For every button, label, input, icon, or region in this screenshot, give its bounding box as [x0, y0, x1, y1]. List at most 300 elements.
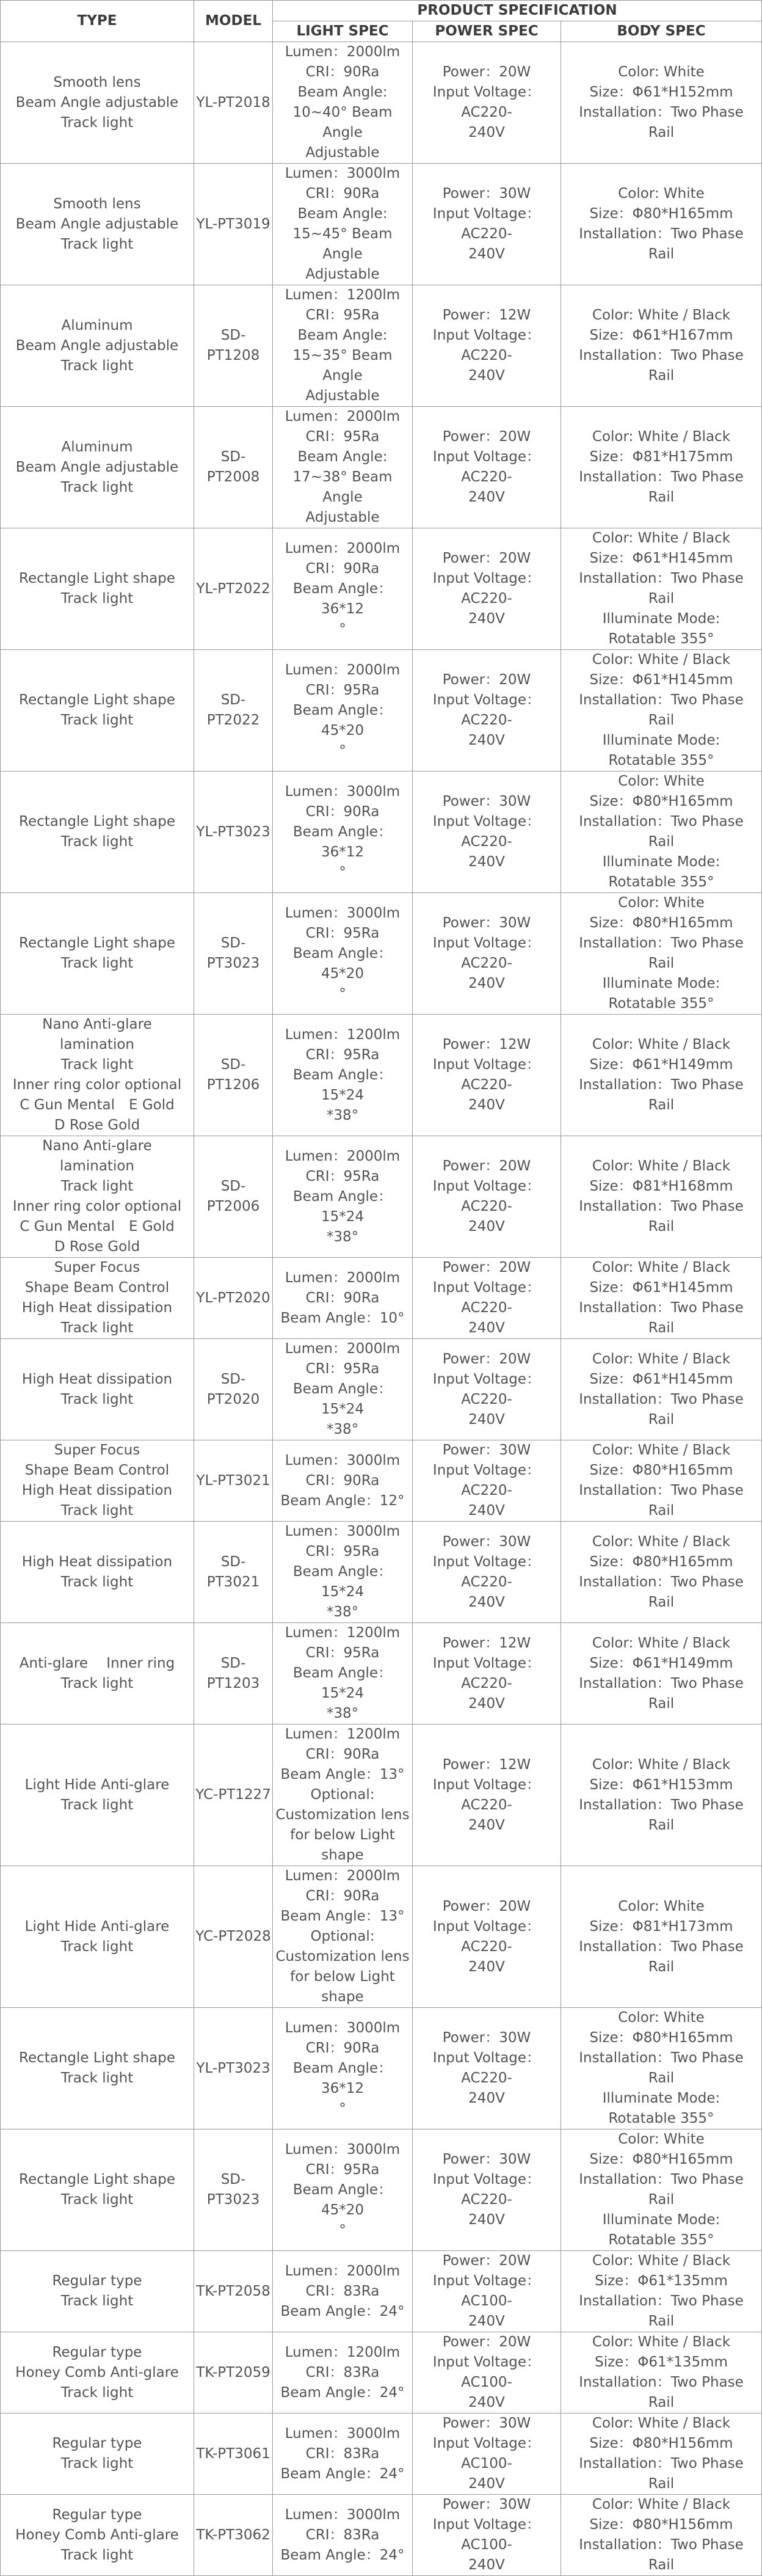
light-spec-cell-line: Lumen：1200lm: [285, 287, 401, 303]
type-cell-line: C Gun Mental E Gold: [20, 1097, 175, 1113]
body-spec-cell: [561, 2129, 762, 2251]
type-cell: [1, 893, 194, 1015]
power-spec-cell-line: Power：20W: [442, 1158, 531, 1174]
light-spec-cell: [273, 2008, 413, 2129]
model-cell: SD-PT1206: [194, 1015, 273, 1136]
type-cell-line: C Gun Mental E Gold: [20, 1219, 175, 1235]
body-spec-cell-line: Rail: [648, 1097, 675, 1113]
power-spec-cell-line: 240V: [468, 2557, 505, 2573]
light-spec-cell: [273, 2495, 413, 2576]
light-spec-cell-line: °: [339, 621, 346, 637]
type-cell-line: Smooth lens: [53, 195, 141, 212]
table-row: [1, 893, 762, 1015]
power-spec-cell-line: 240V: [468, 2212, 505, 2228]
type-cell-line: Track light: [60, 1391, 134, 1407]
body-spec-cell-line: Rail: [648, 1958, 675, 1975]
body-spec-cell-line: Installation：Two Phase: [579, 469, 744, 485]
body-spec-cell-line: Color: White / Black: [592, 1351, 731, 1367]
light-spec-cell-line: Beam Angle：36*12: [292, 580, 393, 617]
body-spec-cell-line: Color: White / Black: [592, 1756, 731, 1773]
body-spec-cell-line: Rotatable 355°: [608, 2111, 714, 2126]
light-spec-cell-line: 10~40° Beam Angle: [292, 104, 393, 140]
body-spec-cell-line: Color: White / Black: [592, 1533, 731, 1550]
power-spec-cell-line: 240V: [468, 368, 505, 384]
type-cell-line: Track light: [60, 834, 134, 850]
body-spec-cell-line: Color: White / Black: [592, 2334, 731, 2350]
type-cell-line: Rectangle Light shape: [19, 571, 175, 586]
light-spec-cell-line: Optional:: [310, 1787, 375, 1803]
power-spec-cell: [413, 1136, 561, 1258]
body-spec-cell-line: Color: White / Black: [592, 307, 731, 323]
light-spec-cell-line: Beam Angle：36*12: [292, 2060, 393, 2096]
body-spec-cell-line: Installation：Two Phase: [579, 571, 744, 586]
type-cell: [1, 1258, 194, 1339]
power-spec-cell-line: Power：20W: [442, 2253, 531, 2269]
light-spec-cell-line: Lumen：3000lm: [285, 783, 401, 800]
body-spec-cell: [561, 2332, 762, 2414]
light-spec-cell: [273, 2414, 413, 2495]
type-cell-line: Beam Angle adjustable: [15, 94, 179, 111]
type-cell-line: Rectangle Light shape: [19, 692, 175, 708]
light-spec-cell: [273, 285, 413, 407]
type-cell-line: lamination: [59, 1158, 134, 1174]
body-spec-cell-line: Rail: [648, 1695, 675, 1712]
body-spec-cell-line: Color: White: [618, 2131, 705, 2147]
power-spec-cell-line: 240V: [468, 1594, 505, 1610]
table-row: [1, 2008, 762, 2129]
type-cell-line: Track light: [60, 1797, 134, 1813]
light-spec-cell-line: CRI：83Ra: [305, 2364, 380, 2381]
light-spec-cell-line: Optional:: [310, 1928, 375, 1944]
body-spec-cell-line: Color: White / Black: [592, 2415, 731, 2431]
body-spec-cell-line: Size：Φ81*H168mm: [589, 1178, 733, 1194]
body-spec-cell-line: Installation：Two Phase: [579, 1483, 744, 1498]
power-spec-cell: [413, 42, 561, 164]
light-spec-cell-line: Lumen：3000lm: [285, 2020, 401, 2036]
power-spec-cell-line: Input Voltage：AC220-: [432, 327, 541, 363]
body-spec-cell: [561, 1724, 762, 1866]
type-cell: [1, 2251, 194, 2332]
body-spec-cell-line: Size：Φ61*H167mm: [589, 327, 733, 343]
model-cell: TK-PT3061: [194, 2414, 273, 2495]
light-spec-cell-line: Beam Angle：45*20: [292, 702, 393, 739]
type-cell-line: Inner ring color optional: [12, 1199, 182, 1214]
light-spec-cell-line: shape: [321, 1989, 364, 2005]
model-cell: YL-PT3021: [194, 1440, 273, 1522]
power-spec-cell-line: Input Voltage：AC220-: [432, 1462, 541, 1498]
light-spec-cell-line: Beam Angle:: [297, 84, 388, 100]
light-spec-cell-line: *38°: [326, 1604, 359, 1620]
body-spec-cell: [561, 1136, 762, 1258]
light-spec-cell: [273, 1258, 413, 1339]
light-spec-cell-line: Lumen：3000lm: [285, 2141, 401, 2158]
light-spec-cell-line: CRI：95Ra: [305, 429, 380, 445]
light-spec-cell-line: *38°: [326, 1228, 359, 1245]
model-cell: TK-PT2059: [194, 2332, 273, 2414]
type-cell: [1, 1440, 194, 1522]
type-cell-line: Honey Comb Anti-glare: [15, 2364, 179, 2381]
body-spec-cell-line: Size：Φ80*H165mm: [589, 206, 733, 222]
table-row: [1, 1522, 762, 1623]
light-spec-cell-line: Lumen：3000lm: [285, 166, 401, 181]
power-spec-cell-line: Input Voltage：AC220-: [432, 1918, 541, 1955]
table-row: [1, 528, 762, 650]
power-spec-cell-line: Power：12W: [442, 1037, 531, 1053]
light-spec-cell: [273, 1724, 413, 1866]
type-cell: [1, 772, 194, 893]
body-spec-cell: [561, 893, 762, 1015]
power-spec-cell-line: Power：30W: [442, 1533, 531, 1550]
type-cell-line: Smooth lens: [53, 74, 141, 90]
light-spec-cell: [273, 1623, 413, 1724]
light-spec-cell: [273, 164, 413, 285]
table-row: [1, 1440, 762, 1522]
type-cell-line: Track light: [60, 1178, 134, 1194]
light-spec-cell-line: 15~35° Beam Angle: [292, 348, 393, 384]
body-spec-cell: [561, 407, 762, 528]
body-spec-cell: [561, 2251, 762, 2332]
power-spec-cell-line: Power：30W: [442, 794, 531, 809]
table-row: [1, 2251, 762, 2332]
light-spec-cell-line: Beam Angle:: [297, 449, 388, 465]
body-spec-cell-line: Size：Φ80*H165mm: [589, 915, 733, 931]
table-row: [1, 1623, 762, 1724]
table-row: [1, 1724, 762, 1866]
header-body-spec: BODY SPEC: [561, 21, 762, 42]
power-spec-cell-line: Input Voltage：AC220-: [432, 1178, 541, 1214]
body-spec-cell-line: Illuminate Mode:: [602, 732, 720, 748]
header-power-spec: POWER SPEC: [413, 21, 561, 42]
body-spec-cell-line: Rail: [648, 712, 675, 728]
model-cell: YL-PT2022: [194, 528, 273, 650]
power-spec-cell-line: Input Voltage：AC220-: [432, 1655, 541, 1691]
type-cell-line: Light Hide Anti-glare: [24, 1776, 170, 1793]
power-spec-cell-line: 240V: [468, 1817, 505, 1833]
model-cell: SD-PT2022: [194, 650, 273, 772]
light-spec-cell-line: Lumen：3000lm: [285, 2425, 401, 2442]
model-cell: YL-PT2018: [194, 42, 273, 164]
power-spec-cell-line: Power：12W: [442, 307, 531, 323]
body-spec-cell-line: Rail: [648, 2557, 675, 2573]
light-spec-cell-line: Beam Angle：24°: [280, 2384, 405, 2401]
model-cell: TK-PT3062: [194, 2495, 273, 2576]
power-spec-cell: [413, 2495, 561, 2576]
body-spec-cell: [561, 1866, 762, 2008]
power-spec-cell-line: Power：30W: [442, 2415, 531, 2431]
table-row: [1, 1015, 762, 1136]
power-spec-cell: [413, 528, 561, 650]
body-spec-cell-line: Rail: [648, 1411, 675, 1428]
body-spec-cell-line: Rotatable 355°: [608, 631, 714, 647]
power-spec-cell-line: Power：20W: [442, 64, 531, 80]
power-spec-cell-line: 240V: [468, 1097, 505, 1113]
power-spec-cell: [413, 1258, 561, 1339]
type-cell-line: Track light: [60, 479, 134, 495]
body-spec-cell-line: Size：Φ81*H173mm: [589, 1918, 733, 1935]
light-spec-cell-line: CRI：90Ra: [305, 2040, 380, 2056]
type-cell-line: Super Focus: [54, 1442, 140, 1458]
body-spec-cell-line: Illuminate Mode:: [602, 2090, 720, 2106]
power-spec-cell: [413, 1866, 561, 2008]
type-cell-line: Track light: [60, 357, 134, 374]
light-spec-cell-line: CRI：83Ra: [305, 2445, 380, 2462]
type-cell-line: Nano Anti-glare: [42, 1016, 152, 1032]
body-spec-cell-line: Color: White / Black: [592, 1037, 731, 1053]
light-spec-cell: [273, 2332, 413, 2414]
model-cell: SD-PT2006: [194, 1136, 273, 1258]
body-spec-cell-line: Color: White / Black: [592, 1158, 731, 1174]
model-cell: SD-PT3023: [194, 893, 273, 1015]
body-spec-cell-line: Size：Φ61*H152mm: [589, 84, 733, 100]
light-spec-cell-line: Beam Angle：15*24: [292, 1381, 393, 1417]
body-spec-cell-line: Rail: [648, 2313, 675, 2329]
light-spec-cell-line: CRI：90Ra: [305, 1888, 380, 1904]
power-spec-cell-line: 240V: [468, 732, 505, 748]
type-cell-line: Track light: [60, 1574, 134, 1590]
body-spec-cell-line: Installation：Two Phase: [579, 348, 744, 363]
body-spec-cell-line: Size：Φ80*H165mm: [589, 1462, 733, 1478]
power-spec-cell-line: Power：30W: [442, 2030, 531, 2046]
body-spec-cell: [561, 1440, 762, 1522]
body-spec-cell-line: Size：Φ61*135mm: [595, 2273, 728, 2289]
body-spec-cell-line: Color: White / Black: [592, 652, 731, 668]
light-spec-cell-line: Customization lens: [275, 1807, 410, 1823]
light-spec-cell-line: Lumen：2000lm: [285, 2263, 401, 2279]
body-spec-cell-line: Color: White: [618, 1898, 705, 1914]
type-cell: [1, 1724, 194, 1866]
power-spec-cell-line: Input Voltage：AC220-: [432, 84, 541, 120]
body-spec-cell-line: Installation：Two Phase: [579, 2456, 744, 2472]
type-cell-line: lamination: [59, 1037, 134, 1053]
power-spec-cell: [413, 285, 561, 407]
body-spec-cell-line: Color: White: [618, 2010, 705, 2026]
type-cell-line: Track light: [60, 2456, 134, 2472]
type-cell-line: Rectangle Light shape: [19, 814, 175, 830]
type-cell: [1, 2129, 194, 2251]
type-cell-line: Regular type: [52, 2506, 142, 2523]
power-spec-cell-line: 240V: [468, 1503, 505, 1519]
table-row: [1, 772, 762, 893]
table-row: [1, 2332, 762, 2414]
power-spec-cell-line: Input Voltage：AC100-: [432, 2273, 541, 2309]
light-spec-cell-line: Lumen：3000lm: [285, 2506, 401, 2523]
power-spec-cell-line: 240V: [468, 489, 505, 505]
power-spec-cell-line: Input Voltage：AC220-: [432, 1776, 541, 1813]
light-spec-cell: [273, 893, 413, 1015]
power-spec-cell: [413, 2008, 561, 2129]
type-cell-line: Track light: [60, 114, 134, 131]
body-spec-cell-line: Installation：Two Phase: [579, 1675, 744, 1691]
body-spec-cell-line: Color: White: [618, 64, 705, 80]
body-spec-cell: [561, 1015, 762, 1136]
type-cell-line: Aluminum: [61, 317, 133, 334]
body-spec-cell-line: Illuminate Mode:: [602, 854, 720, 870]
light-spec-cell: [273, 772, 413, 893]
model-cell: YC-PT2028: [194, 1866, 273, 2008]
power-spec-cell: [413, 1015, 561, 1136]
type-cell-line: Super Focus: [54, 1260, 140, 1275]
model-cell: YL-PT3023: [194, 772, 273, 893]
body-spec-cell-line: Rail: [648, 2476, 675, 2492]
table-row: [1, 2129, 762, 2251]
light-spec-cell-line: CRI：90Ra: [305, 560, 380, 577]
body-spec-cell-line: Color: White: [618, 773, 705, 789]
light-spec-cell: [273, 528, 413, 650]
body-spec-cell-line: Installation：Two Phase: [579, 935, 744, 951]
header-product-specification: PRODUCT SPECIFICATION: [273, 1, 762, 21]
light-spec-cell-line: CRI：95Ra: [305, 925, 380, 941]
table-row: [1, 285, 762, 407]
body-spec-cell-line: Rotatable 355°: [608, 874, 714, 890]
type-cell-line: Track light: [60, 236, 134, 252]
light-spec-cell-line: 15~45° Beam Angle: [292, 226, 393, 262]
model-cell: SD-PT3023: [194, 2129, 273, 2251]
light-spec-cell-line: Lumen：2000lm: [285, 1868, 401, 1884]
type-cell-line: Nano Anti-glare: [42, 1138, 152, 1154]
light-spec-cell-line: Beam Angle：13°: [280, 1767, 405, 1782]
light-spec-cell-line: °: [339, 864, 346, 880]
light-spec-cell-line: Lumen：2000lm: [285, 662, 401, 678]
body-spec-cell-line: Size：Φ61*H149mm: [589, 1655, 733, 1671]
type-cell-line: Track light: [60, 2384, 134, 2401]
power-spec-cell: [413, 650, 561, 772]
header-model: MODEL: [194, 1, 273, 42]
table-row: [1, 1866, 762, 2008]
body-spec-cell-line: Rail: [648, 1503, 675, 1519]
body-spec-cell-line: Rotatable 355°: [608, 996, 714, 1012]
body-spec-cell-line: Installation：Two Phase: [579, 1797, 744, 1813]
power-spec-cell-line: Power：20W: [442, 2334, 531, 2350]
light-spec-cell-line: Adjustable: [305, 388, 380, 404]
body-spec-cell-line: Color: White / Black: [592, 1442, 731, 1458]
light-spec-cell-line: *38°: [326, 1107, 359, 1123]
power-spec-cell-line: Input Voltage：AC100-: [432, 2436, 541, 2472]
light-spec-cell-line: Lumen：2000lm: [285, 409, 401, 425]
power-spec-cell-line: Input Voltage：AC220-: [432, 1371, 541, 1407]
power-spec-cell: [413, 1724, 561, 1866]
type-cell: [1, 1136, 194, 1258]
light-spec-cell-line: Lumen：2000lm: [285, 1148, 401, 1164]
type-cell-line: Regular type: [52, 2273, 142, 2289]
light-spec-cell-line: *38°: [326, 1706, 359, 1721]
light-spec-cell-line: CRI：90Ra: [305, 1746, 380, 1762]
light-spec-cell-line: CRI：90Ra: [305, 1290, 380, 1306]
light-spec-cell-line: CRI：95Ra: [305, 682, 380, 698]
light-spec-cell-line: CRI：90Ra: [305, 803, 380, 820]
light-spec-cell-line: Beam Angle：10°: [280, 1310, 405, 1326]
body-spec-cell-line: Size：Φ80*H156mm: [589, 2517, 733, 2533]
power-spec-cell-line: Power：20W: [442, 1898, 531, 1914]
table-row: [1, 164, 762, 285]
light-spec-cell-line: Beam Angle:: [297, 327, 388, 343]
power-spec-cell-line: 240V: [468, 1219, 505, 1235]
power-spec-cell-line: Power：20W: [442, 550, 531, 566]
light-spec-cell-line: CRI：95Ra: [305, 1168, 380, 1184]
body-spec-cell-line: Size：Φ61*H145mm: [589, 1371, 733, 1387]
body-spec-cell-line: Installation：Two Phase: [579, 1199, 744, 1214]
power-spec-cell: [413, 2129, 561, 2251]
body-spec-cell-line: Rail: [648, 1320, 675, 1336]
power-spec-cell-line: Input Voltage：AC220-: [432, 1553, 541, 1590]
light-spec-cell-line: Adjustable: [305, 509, 380, 525]
power-spec-cell-line: Power：20W: [442, 429, 531, 445]
power-spec-cell-line: 240V: [468, 2395, 505, 2410]
type-cell: [1, 650, 194, 772]
body-spec-cell-line: Rail: [648, 368, 675, 384]
body-spec-cell: [561, 772, 762, 893]
body-spec-cell-line: Size：Φ61*H153mm: [589, 1776, 733, 1793]
power-spec-cell-line: Power：20W: [442, 1351, 531, 1367]
body-spec-cell-line: Size：Φ61*H145mm: [589, 550, 733, 566]
body-spec-cell-line: Rail: [648, 2070, 675, 2086]
power-spec-cell: [413, 1623, 561, 1724]
body-spec-cell-line: Size：Φ80*H165mm: [589, 2151, 733, 2167]
light-spec-cell-line: Beam Angle：24°: [280, 2303, 405, 2319]
light-spec-cell-line: Lumen：2000lm: [285, 1269, 401, 1286]
body-spec-cell-line: Installation：Two Phase: [579, 1938, 744, 1955]
power-spec-cell: [413, 1339, 561, 1440]
header-light-spec: LIGHT SPEC: [273, 21, 413, 42]
power-spec-cell-line: Input Voltage：AC220-: [432, 1057, 541, 1093]
header-type: TYPE: [1, 1, 194, 42]
body-spec-cell-line: Color: White / Black: [592, 530, 731, 546]
light-spec-cell: [273, 650, 413, 772]
body-spec-cell-line: Illuminate Mode:: [602, 611, 720, 627]
light-spec-cell-line: *38°: [326, 1421, 359, 1437]
light-spec-cell-line: Adjustable: [305, 145, 380, 161]
body-spec-cell-line: Size：Φ80*H156mm: [589, 2436, 733, 2451]
light-spec-cell-line: CRI：90Ra: [305, 186, 380, 202]
table-row: [1, 1339, 762, 1440]
light-spec-cell-line: shape: [321, 1847, 364, 1863]
type-cell-line: Track light: [60, 2293, 134, 2309]
body-spec-cell-line: Installation：Two Phase: [579, 1077, 744, 1093]
body-spec-cell-line: Rail: [648, 1594, 675, 1610]
power-spec-cell-line: Power：12W: [442, 1756, 531, 1773]
type-cell: [1, 164, 194, 285]
light-spec-cell-line: Beam Angle：15*24: [292, 1067, 393, 1103]
type-cell: [1, 1623, 194, 1724]
table-row: [1, 407, 762, 528]
body-spec-cell: [561, 164, 762, 285]
light-spec-cell: [273, 1522, 413, 1623]
power-spec-cell: [413, 2414, 561, 2495]
light-spec-cell: [273, 1866, 413, 2008]
power-spec-cell-line: 240V: [468, 1320, 505, 1336]
body-spec-cell-line: Size：Φ80*H165mm: [589, 1553, 733, 1570]
type-cell-line: Track light: [60, 2547, 134, 2563]
power-spec-cell-line: 240V: [468, 2313, 505, 2329]
type-cell: [1, 2414, 194, 2495]
body-spec-cell-line: Installation：Two Phase: [579, 1300, 744, 1316]
body-spec-cell-line: Rail: [648, 125, 675, 140]
light-spec-cell-line: Beam Angle：12°: [280, 1492, 405, 1509]
model-cell: SD-PT3021: [194, 1522, 273, 1623]
type-cell: [1, 285, 194, 407]
body-spec-cell-line: Size：Φ61*H149mm: [589, 1057, 733, 1073]
power-spec-cell-line: 240V: [468, 125, 505, 140]
power-spec-cell-line: Power：20W: [442, 672, 531, 688]
body-spec-cell-line: Color: White / Black: [592, 2253, 731, 2269]
model-cell: YL-PT3019: [194, 164, 273, 285]
body-spec-cell: [561, 285, 762, 407]
body-spec-cell-line: Installation：Two Phase: [579, 814, 744, 830]
power-spec-cell: [413, 1522, 561, 1623]
light-spec-cell: [273, 42, 413, 164]
body-spec-cell: [561, 2495, 762, 2576]
power-spec-cell-line: 240V: [468, 2090, 505, 2106]
body-spec-cell-line: Color: White / Black: [592, 429, 731, 445]
